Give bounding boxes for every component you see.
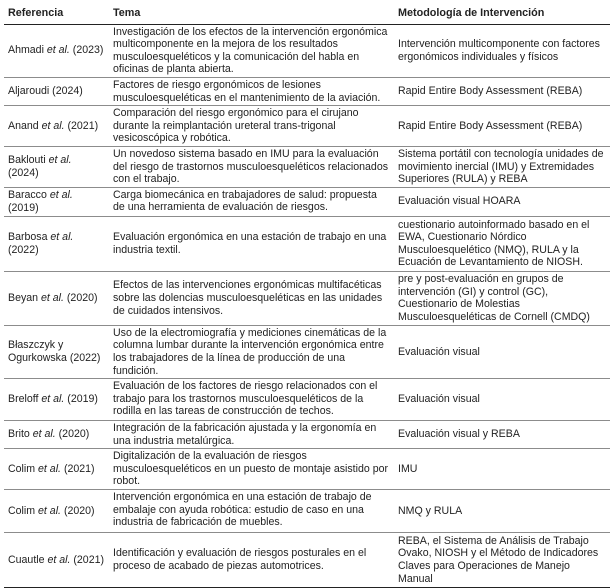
cell-tema: Factores de riesgo ergonómicos de lesiones musculoesqueléticas en el mantenimiento de la aviación. bbox=[109, 77, 394, 105]
cell-metodologia: NMQ y RULA bbox=[394, 490, 610, 533]
header-tema: Tema bbox=[109, 4, 394, 24]
cell-referencia bbox=[4, 187, 109, 216]
ref-author: Ahmadi bbox=[8, 44, 47, 57]
ref-et-al: et al. bbox=[46, 44, 70, 57]
ref-author: Colim bbox=[8, 462, 39, 475]
ref-author: Barbosa bbox=[8, 231, 51, 244]
table-row bbox=[4, 24, 610, 77]
table-row bbox=[4, 106, 610, 147]
cell-referencia bbox=[4, 77, 109, 105]
table-row bbox=[4, 379, 610, 421]
ref-et-al: et al. bbox=[40, 291, 64, 304]
cell-tema: Digitalización de la evaluación de riesgos musculoesqueléticos en un puesto de montaje asistido por robot. bbox=[109, 449, 394, 490]
cell-metodologia: cuestionario autoinformado basado en el EWA, Cuestionario Nórdico Musculoesquelético (NMQ), RULA y la Ecuación de Levantamiento de NIOSH. bbox=[394, 216, 610, 271]
cell-referencia bbox=[4, 146, 109, 187]
ref-et-al: et al. bbox=[50, 231, 74, 244]
cell-metodologia: Rapid Entire Body Assessment (REBA) bbox=[394, 77, 610, 105]
ref-et-al: et al. bbox=[49, 189, 73, 202]
cell-referencia bbox=[4, 449, 109, 490]
table-row bbox=[4, 325, 610, 378]
cell-tema: Integración de la fabricación ajustada y la ergonomía en una industria metalúrgica. bbox=[109, 421, 394, 449]
table-row bbox=[4, 187, 610, 216]
ref-year: (2021) bbox=[61, 462, 95, 475]
ref-author: Anand bbox=[8, 119, 42, 132]
ref-author: Cuautle bbox=[8, 553, 48, 566]
ref-et-al: et al. bbox=[48, 154, 72, 167]
ref-et-al: et al. bbox=[32, 428, 56, 441]
ref-author: Brito bbox=[8, 428, 33, 441]
ref-year: (2022) bbox=[8, 243, 39, 256]
cell-metodologia: pre y post-evaluación en grupos de intervención (GI) y control (GC), Cuestionario de Molestias Musculoesqueléticas de Cornell (CMDQ) bbox=[394, 271, 610, 325]
cell-referencia bbox=[4, 325, 109, 378]
cell-metodologia: Evaluación visual bbox=[394, 379, 610, 421]
ref-year: (2021) bbox=[64, 119, 99, 132]
table-container bbox=[0, 4, 613, 584]
cell-metodologia: Evaluación visual y REBA bbox=[394, 421, 610, 449]
cell-tema: Evaluación ergonómica en una estación de trabajo en una industria textil. bbox=[109, 216, 394, 271]
ref-author: Błaszczyk y Ogurkowska (2022) bbox=[8, 339, 101, 364]
cell-tema: Efectos de las intervenciones ergonómicas multifacéticas sobre las dolencias musculoesqueléticas en las unidades de cuidados intensivos. bbox=[109, 271, 394, 325]
table-row bbox=[4, 146, 610, 187]
ref-et-al: et al. bbox=[41, 393, 65, 406]
cell-metodologia: Intervención multicomponente con factores ergonómicos individuales y físicos bbox=[394, 24, 610, 77]
ref-author: Colim bbox=[8, 504, 39, 517]
cell-referencia bbox=[4, 216, 109, 271]
ref-year: (2024) bbox=[8, 166, 39, 179]
ref-year: (2023) bbox=[69, 44, 104, 57]
cell-metodologia: Evaluación visual HOARA bbox=[394, 187, 610, 216]
references-table bbox=[4, 4, 610, 588]
ref-author: Baracco bbox=[8, 189, 50, 202]
ref-year: (2021) bbox=[70, 553, 105, 566]
cell-metodologia: Sistema portátil con tecnología unidades de movimiento inercial (IMU) y Extremidades Superiores (RULA) y REBA bbox=[394, 146, 610, 187]
ref-author: Breloff bbox=[8, 393, 42, 406]
ref-et-al: et al. bbox=[38, 462, 61, 475]
table-row bbox=[4, 77, 610, 105]
cell-tema: Investigación de los efectos de la intervención ergonómica multicomponente en la mejora de los resultados musculoesqueléticos y la comunicación del habla en oficinas de planta abierta. bbox=[109, 24, 394, 77]
table-header bbox=[4, 4, 610, 24]
ref-et-al: et al. bbox=[38, 504, 61, 517]
header-row bbox=[4, 4, 610, 24]
cell-metodologia: IMU bbox=[394, 449, 610, 490]
cell-metodologia: Evaluación visual bbox=[394, 325, 610, 378]
cell-referencia bbox=[4, 533, 109, 588]
ref-author: Aljaroudi (2024) bbox=[8, 85, 83, 98]
table-row bbox=[4, 216, 610, 271]
table-row bbox=[4, 421, 610, 449]
cell-referencia bbox=[4, 106, 109, 147]
table-row bbox=[4, 533, 610, 588]
cell-metodologia: Rapid Entire Body Assessment (REBA) bbox=[394, 106, 610, 147]
cell-referencia bbox=[4, 24, 109, 77]
table-row bbox=[4, 490, 610, 533]
cell-referencia bbox=[4, 379, 109, 421]
ref-et-al: et al. bbox=[47, 553, 71, 566]
cell-referencia bbox=[4, 490, 109, 533]
cell-tema: Evaluación de los factores de riesgo relacionados con el trabajo para los trastornos musculoesqueléticos de la rodilla en las tareas de construcción de techos. bbox=[109, 379, 394, 421]
ref-year: (2020) bbox=[61, 504, 95, 517]
table-body bbox=[4, 24, 610, 587]
cell-tema: Carga biomecánica en trabajadores de salud: propuesta de una herramienta de evaluación de riesgos. bbox=[109, 187, 394, 216]
cell-referencia bbox=[4, 421, 109, 449]
table-row bbox=[4, 271, 610, 325]
ref-author: Baklouti bbox=[8, 154, 49, 167]
ref-et-al: et al. bbox=[41, 119, 65, 132]
header-metodologia: Metodología de Intervención bbox=[394, 4, 610, 24]
ref-year: (2019) bbox=[64, 393, 98, 406]
cell-tema: Uso de la electromiografía y mediciones cinemáticas de la columna lumbar durante la intervención ergonómica entre los trabajadores de la línea de producción de una fundición. bbox=[109, 325, 394, 378]
cell-tema: Comparación del riesgo ergonómico para el cirujano durante la reimplantación ureteral trans-trigonal vesicoscópica y robótica. bbox=[109, 106, 394, 147]
table-row bbox=[4, 449, 610, 490]
ref-year: (2019) bbox=[8, 201, 39, 214]
cell-tema: Intervención ergonómica en una estación de trabajo de embalaje con ayuda robótica: estudio de caso en una industria de fabricación de muebles. bbox=[109, 490, 394, 533]
cell-tema: Un novedoso sistema basado en IMU para la evaluación del riesgo de trastornos musculoesqueléticos relacionados con el trabajo. bbox=[109, 146, 394, 187]
ref-year: (2020) bbox=[63, 291, 98, 304]
cell-tema: Identificación y evaluación de riesgos posturales en el proceso de acabado de piezas automotrices. bbox=[109, 533, 394, 588]
header-referencia: Referencia bbox=[4, 4, 109, 24]
cell-referencia bbox=[4, 271, 109, 325]
ref-year: (2020) bbox=[55, 428, 90, 441]
ref-author: Beyan bbox=[8, 291, 41, 304]
cell-metodologia: REBA, el Sistema de Análisis de Trabajo Ovako, NIOSH y el Método de Indicadores Claves para Operaciones de Manejo Manual bbox=[394, 533, 610, 588]
